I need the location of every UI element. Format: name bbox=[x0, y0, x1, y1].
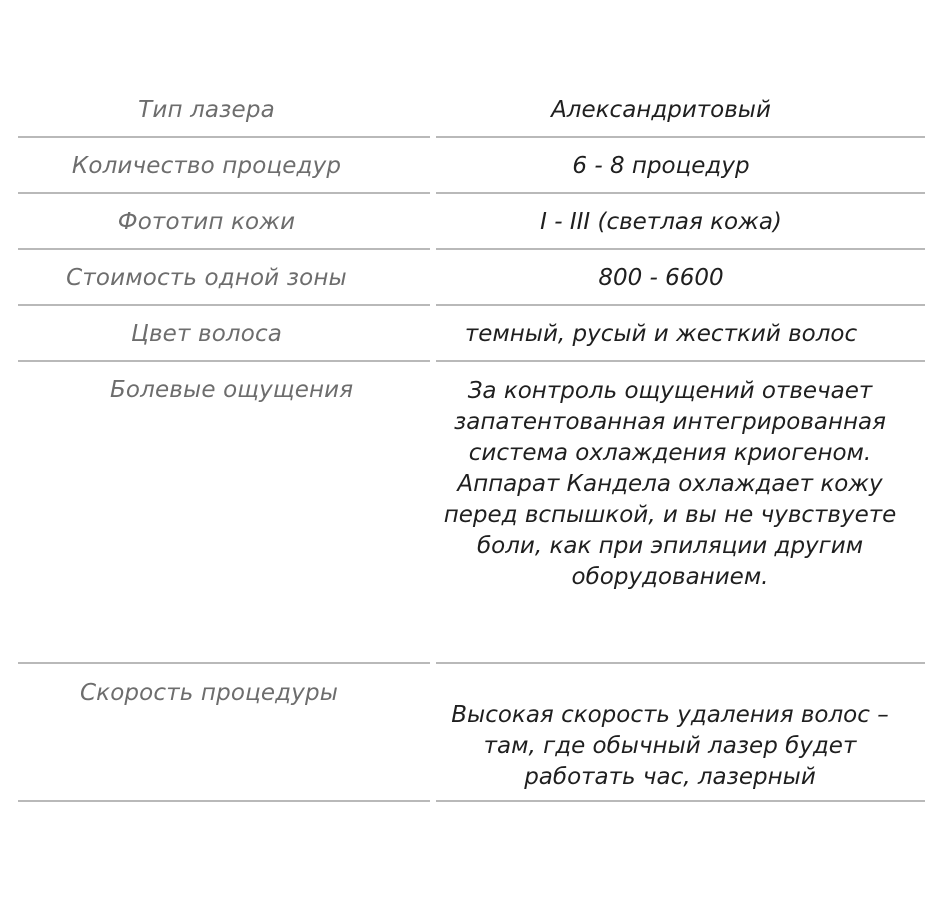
row-label: Скорость процедуры bbox=[79, 680, 339, 706]
table-row-pain-sensation bbox=[18, 362, 925, 664]
row-value: 6 - 8 процедур bbox=[572, 153, 750, 179]
row-label: Стоимость одной зоны bbox=[66, 265, 347, 291]
row-label: Количество процедур bbox=[71, 153, 342, 179]
row-label: Цвет волоса bbox=[130, 321, 283, 347]
table-row-laser-type bbox=[18, 82, 925, 138]
row-value: Высокая скорость удаления волос – там, где обычный лазер будет работать час, лазерный bbox=[451, 702, 889, 790]
row-label: Болевые ощущения bbox=[110, 377, 354, 403]
row-label: Тип лазера bbox=[138, 97, 275, 123]
row-label: Фототип кожи bbox=[117, 209, 296, 235]
table-row-procedure-count bbox=[18, 138, 925, 194]
row-value: темный, русый и жесткий волос bbox=[464, 321, 858, 347]
row-value: За контроль ощущений отвечает запатентованная интегрированная система охлаждения криогеном. Аппарат Кандела охлаждает кожу перед вспышкой, и вы не чувствуете боли, как при эпиляции другим оборудованием. bbox=[443, 378, 897, 590]
laser-spec-table bbox=[18, 82, 925, 802]
table-row-hair-color bbox=[18, 306, 925, 362]
row-value: 800 - 6600 bbox=[598, 265, 724, 291]
row-value: Александритовый bbox=[551, 97, 771, 123]
table-row-procedure-speed bbox=[18, 664, 925, 802]
table-row-zone-price bbox=[18, 250, 925, 306]
row-value: I - III (светлая кожа) bbox=[540, 209, 782, 235]
table-row-skin-phototype bbox=[18, 194, 925, 250]
